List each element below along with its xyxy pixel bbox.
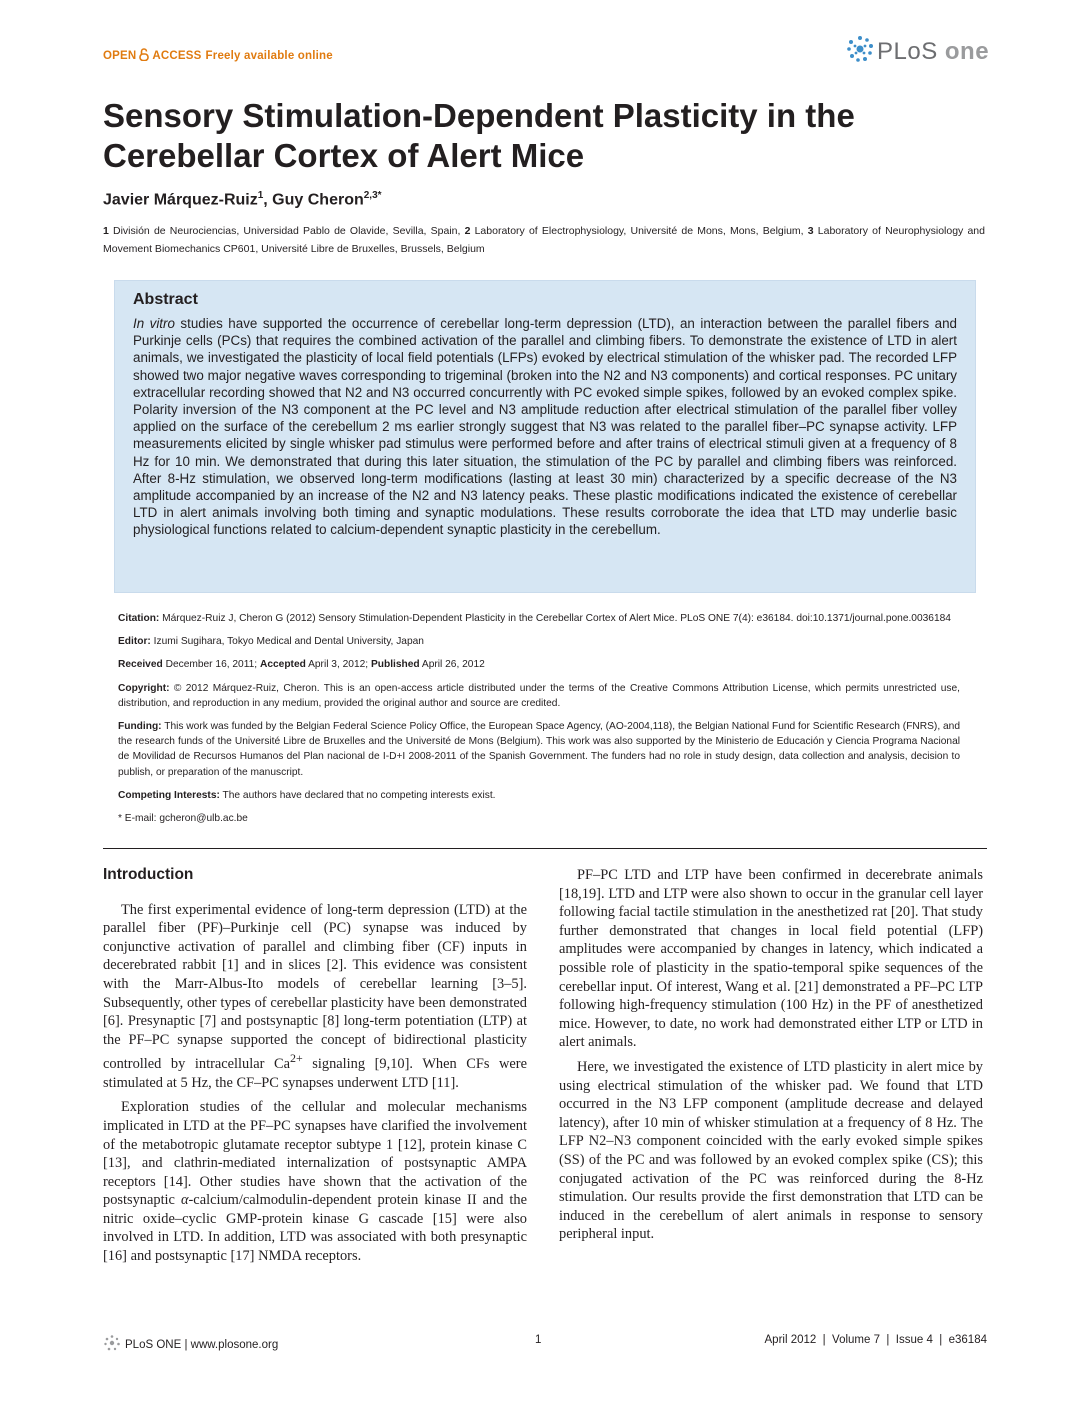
body-column-right (559, 866, 983, 1244)
open-label: OPEN (103, 50, 137, 62)
footer-journal: PLoS ONE | www.plosone.org (103, 1334, 278, 1355)
affiliation-number: 1 (103, 225, 109, 237)
author-name: Guy Cheron (272, 191, 364, 209)
page-footer (103, 1332, 987, 1354)
author-affiliation-sup: 2,3* (363, 190, 382, 201)
abstract-text (133, 315, 957, 539)
paragraph: Exploration studies of the cellular and molecular mechanisms implicated in LTD at the PF–PC synapses have clarified the involvement of the metabotropic glutamate receptor subtype 1 [12], protein kinase C [13], and clathrin-mediated internalization of postsynaptic AMPA receptors [14]. Other studies have shown that the activation of the postsynaptic α-calcium/calmodulin-dependent protein kinase II and the nitric oxide–cyclic GMP-protein kinase G cascade [15] were also involved in LTD. In addition, LTD was associated with both presynaptic [16] and postsynaptic [17] NMDA receptors. (103, 1099, 528, 1265)
paragraph: The first experimental evidence of long-term depression (LTD) at the parallel fiber (PF)–Purkinje cell (PC) synapse was induced by conjunctive activation of parallel and climbing fiber (CF) inputs in decerebrated rabbit [1] and in slices [2]. This evidence was consistent with the Marr-Albus-Ito models of cerebellar learning [3–5]. Subsequently, other types of cerebellar plasticity have been demonstrated [6]. Presynaptic [7] and postsynaptic [8] long-term potentiation (LTP) at the PF–PC synapse supported the concept of bidirectional plasticity controlled by intracellular $Ca^{2+}$ signaling [9,10]. When CFs were stimulated at 5 Hz, the CF–PC synapses underwent LTD [11]. (103, 901, 527, 1091)
paragraph: Here, we investigated the existence of LTD plasticity in alert mice by using electrical stimulation of the whisker pad. We found that LTD occurred in the N3 LFP component (amplitude decrease and delayed latency), after 10 min of whisker stimulation at a frequency of 8 Hz. The LFP N2–N3 component coincided with the early evoked simple spikes (SS) of the PC and was followed by an evoked complex spike (CS); this conjugated activation of the PC was reinforced during the 8-Hz stimulation. Our results provide the first demonstration that LTD can be induced in the cerebellum of alert animals in response to sensory peripheral input. (559, 1058, 983, 1243)
introduction-heading: Introduction (103, 866, 194, 883)
author-affiliation-sup: 1 (257, 190, 264, 201)
funding: Funding: This work was funded by the Belgian Federal Science Policy Office, the European Space Agency, (AO-2004,118), the Belgian National Fund for Scientific Research (FNRS), and the research funds of the Université Libre de Bruxelles and the Université de Mons (Belgium). This work was also supported by the Ministerio de Educación y Ciencia Programa Nacional de Movilidad de Recursos Humanos del Plan nacional de I-D+I 2008-2011 of the Spanish Government. The funders had no role in study design, data collection and analysis, decision to publish, or preparation of the manuscript. (118, 721, 960, 778)
affiliations (103, 222, 985, 258)
author-separator: , (263, 191, 273, 209)
editor: Editor: Izumi Sugihara, Tokyo Medical and Dental University, Japan (118, 636, 424, 648)
freely-available-label: Freely available online (205, 50, 333, 62)
corresponding-email[interactable]: * E-mail: gcheron@ulb.ac.be (118, 813, 248, 825)
author-list (103, 190, 382, 209)
affiliation-text: División de Neurociencias, Universidad Pablo de Olavide, Sevilla, Spain, (108, 225, 465, 237)
citation: Citation: Márquez-Ruiz J, Cheron G (2012) Sensory Stimulation-Dependent Plasticity in the Cerebellar Cortex of Alert Mice. PLoS ONE 7(4): e36184. doi:10.1371/journal.pone.0036184 (118, 613, 951, 624)
paragraph: PF–PC LTD and LTP have been confirmed in decerebrate animals [18,19]. LTD and LTP were also shown to occur in the granular cell layer following facial tactile stimulation in the anesthetized rat [20]. That study further demonstrated that changes in local field potential (LFP) amplitudes were accompanied by changes in latency, which indicated a possible role of plasticity in the spatio-temporal spike sequences of the cerebellar input. Of interest, Wang et al. [21] demonstrated a PF–PC LTP following high-frequency stimulation (100 Hz) in the PF of anesthetized mice. However, to date, no work had demonstrated either LTP or LTD in alert animals. (559, 867, 983, 1051)
affiliation-text: Laboratory of Electrophysiology, Université de Mons, Mons, Belgium, (470, 225, 808, 237)
section-divider (103, 848, 987, 849)
copyright: Copyright: © 2012 Márquez-Ruiz, Cheron. This is an open-access article distributed under the terms of the Creative Commons Attribution License, which permits unrestricted use, distribution, and reproduction in any medium, provided the original author and source are credited. (118, 682, 960, 709)
author-name: Javier Márquez-Ruiz (103, 191, 258, 209)
dates: Received December 16, 2011; Accepted April 3, 2012; Published April 26, 2012 (118, 659, 485, 671)
abstract-italic-lead: In vitro (133, 316, 175, 331)
article-title: Sensory Stimulation-Dependent Plasticity in the Cerebellar Cortex of Alert Mice (103, 97, 855, 174)
plos-logo-icon (845, 34, 875, 64)
abstract-heading: Abstract (133, 291, 198, 308)
plos-footer-icon (103, 1334, 121, 1355)
abstract-box (114, 280, 976, 593)
page-number: 1 (535, 1334, 542, 1346)
article-info (118, 611, 960, 834)
access-label: ACCESS (152, 50, 202, 62)
affiliation-text: Laboratory of Neurophysiology and Movement Biomechanics CP601, Université Libre de Bruxelles, Brussels, Belgium (103, 225, 985, 255)
plos-one-logo (845, 30, 990, 74)
body-column-left (103, 866, 527, 1266)
plos-one-wordmark: PLoS one (877, 38, 990, 65)
open-access-lock-icon (139, 48, 149, 64)
affiliation-number: 3 (807, 225, 814, 237)
abstract-body: studies have supported the occurrence of cerebellar long-term depression (LTD), an interaction between the parallel fibers and Purkinje cells (PCs) that requires the combined activation of the parallel and climbing fibers. To demonstrate the existence of LTD in alert animals, we investigated the plasticity of local field potentials (LFPs) evoked by electrical stimulation of the whisker pad. The recorded LFP showed two major negative waves corresponding to trigeminal (broken into the N2 and N3 components) and cortical responses. PC unitary extracellular recording showed that N2 and N3 occurred concurrently with PC evoked simple spikes, followed by an evoked complex spike. Polarity inversion of the N3 component at the PC level and N3 amplitude reduction after electrical stimulation of the parallel fiber volley applied on the surface of the cerebellum 2 ms earlier strongly suggest that N3 was related to the parallel fiber–PC synapse activity. LFP measurements elicited by single whisker pad stimulus were performed before and after trains of electrical stimuli given at a frequency of 8 Hz for 10 min. We demonstrated that during this later situation, the stimulation of the PC by parallel and climbing fibers was reinforced. After 8-Hz stimulation, we observed long-term modifications (lasting at least 30 min) characterized by a specific decrease of the N3 amplitude accompanied by an increase of the N2 and N3 latency peaks. These plastic modifications indicated the existence of cerebellar LTD in alert animals involving both timing and synaptic modulations. These results corroborate the idea that LTD may underlie basic physiological functions related to calcium-dependent synaptic plasticity in the cerebellum. (133, 316, 957, 538)
competing-interests: Competing Interests: The authors have declared that no competing interests exist. (118, 789, 496, 801)
affiliation-number: 2 (464, 225, 471, 237)
open-access-banner (103, 48, 333, 64)
issue-info: April 2012 | Volume 7 | Issue 4 | e36184 (764, 1334, 987, 1346)
footer-website[interactable]: www.plosone.org (190, 1339, 279, 1351)
